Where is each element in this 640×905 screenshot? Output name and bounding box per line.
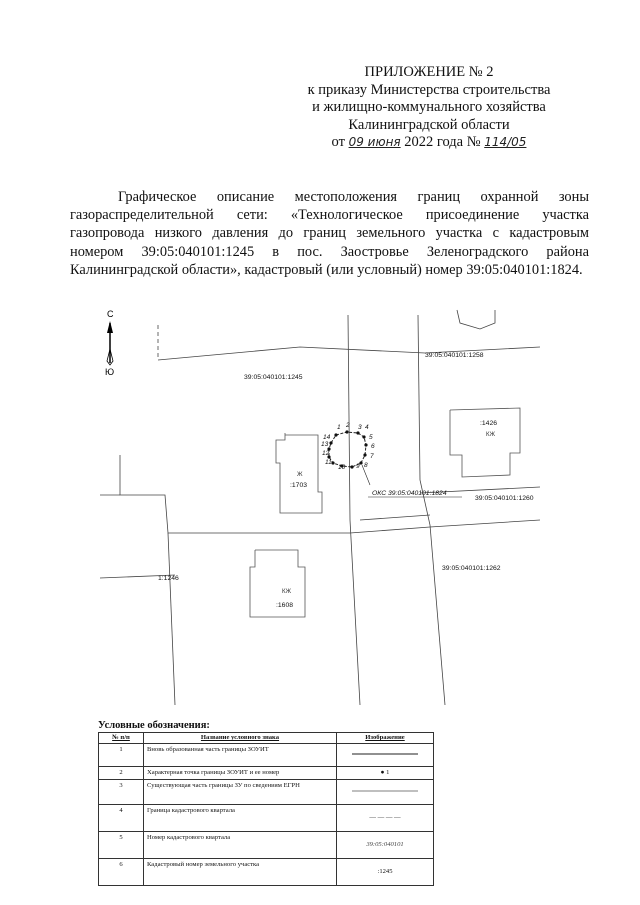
point-label: 11 [325, 459, 332, 466]
building-type-label: КЖ [486, 432, 496, 438]
order-date-line [284, 134, 574, 152]
table-row: 6 Кадастровый номер земельного участка :1245 [99, 859, 434, 886]
table-row: 2 Характерная точка границы ЗОУИТ и ее номер ● 1 [99, 767, 434, 780]
handwritten-date: 09 июня [348, 135, 401, 149]
svg-text:С: С [107, 309, 114, 319]
point-label: 7 [370, 453, 374, 460]
label-1703: :1703 [290, 482, 308, 489]
legend-col-num: № п/п [99, 733, 144, 744]
point-label: 1 [337, 424, 341, 431]
point-marker-icon: ● [380, 769, 385, 776]
label-1245: 39:05:040101:1245 [244, 374, 303, 381]
svg-text:Ю: Ю [105, 367, 115, 377]
handwritten-order-number: 114/05 [484, 135, 527, 149]
building-1426 [450, 408, 520, 477]
point-label: 3 [358, 424, 362, 431]
parcel-boundaries [100, 310, 540, 705]
appendix-title: ПРИЛОЖЕНИЕ № 2 [364, 64, 494, 80]
label-1608: :1608 [276, 602, 294, 609]
point-label: 13 [321, 441, 329, 448]
header-line: к приказу Министерства строительства [307, 81, 551, 98]
point-label: 10 [338, 464, 346, 471]
table-row: 5 Номер кадастрового квартала 39:05:040101 [99, 832, 434, 859]
appendix-header [284, 64, 574, 152]
label-1260: 39:05:040101:1260 [475, 495, 534, 502]
date-year: 2022 года № [404, 134, 481, 150]
thin-line-icon [350, 788, 420, 794]
point-label: 8 [364, 462, 368, 469]
label-1262: 39:05:040101:1262 [442, 565, 501, 572]
legend-col-img: Изображение [337, 733, 434, 744]
legend-table [98, 732, 434, 886]
zone-description: Графическое описание местоположения границ охранной зоны газораспределительной сети: «Технологическое присоединение участка газопровода низкого давления до границ земельного участка с кадастровым номером 39:05:040101:1245 в пос. Заостровье Зеленоградского района Калининградской области», кадастровый (или условный) номер 39:05:040101:1824. [70, 189, 589, 278]
oks-label: ОКС 39:05:040101:1824 [372, 490, 447, 497]
label-1258: 39:05:040101:1258 [425, 352, 484, 359]
point-label: 14 [323, 434, 331, 441]
legend-col-name: Название условного знака [144, 733, 337, 744]
point-label: 4 [365, 424, 369, 431]
protection-zone [321, 422, 462, 497]
label-1426: :1426 [480, 420, 498, 427]
header-line: и жилищно-коммунального хозяйства [312, 99, 546, 115]
point-label: 6 [371, 443, 375, 450]
date-prefix: от [331, 134, 345, 150]
building-type-label: Ж [297, 472, 303, 478]
building-type-label: КЖ [282, 589, 292, 595]
point-label: 5 [369, 434, 373, 441]
point-label: 2 [346, 422, 350, 429]
legend [98, 719, 434, 886]
table-row: 3 Существующая часть границы ЗУ по сведениям ЕГРН [99, 780, 434, 805]
solid-line-icon [350, 751, 420, 757]
table-row: 4 Граница кадастрового квартала — — — — [99, 805, 434, 832]
cadastral-map [100, 305, 540, 705]
legend-title: Условные обозначения: [98, 720, 210, 731]
compass-icon [105, 309, 114, 377]
point-label: 9 [356, 463, 360, 470]
point-marker-label: 1 [386, 769, 390, 776]
point-label: 12 [322, 450, 330, 457]
header-line: Калининградской области [348, 116, 510, 133]
label-1246: 1:1246 [158, 575, 179, 582]
table-row: 1 Вновь образованная часть границы ЗОУИТ [99, 744, 434, 767]
